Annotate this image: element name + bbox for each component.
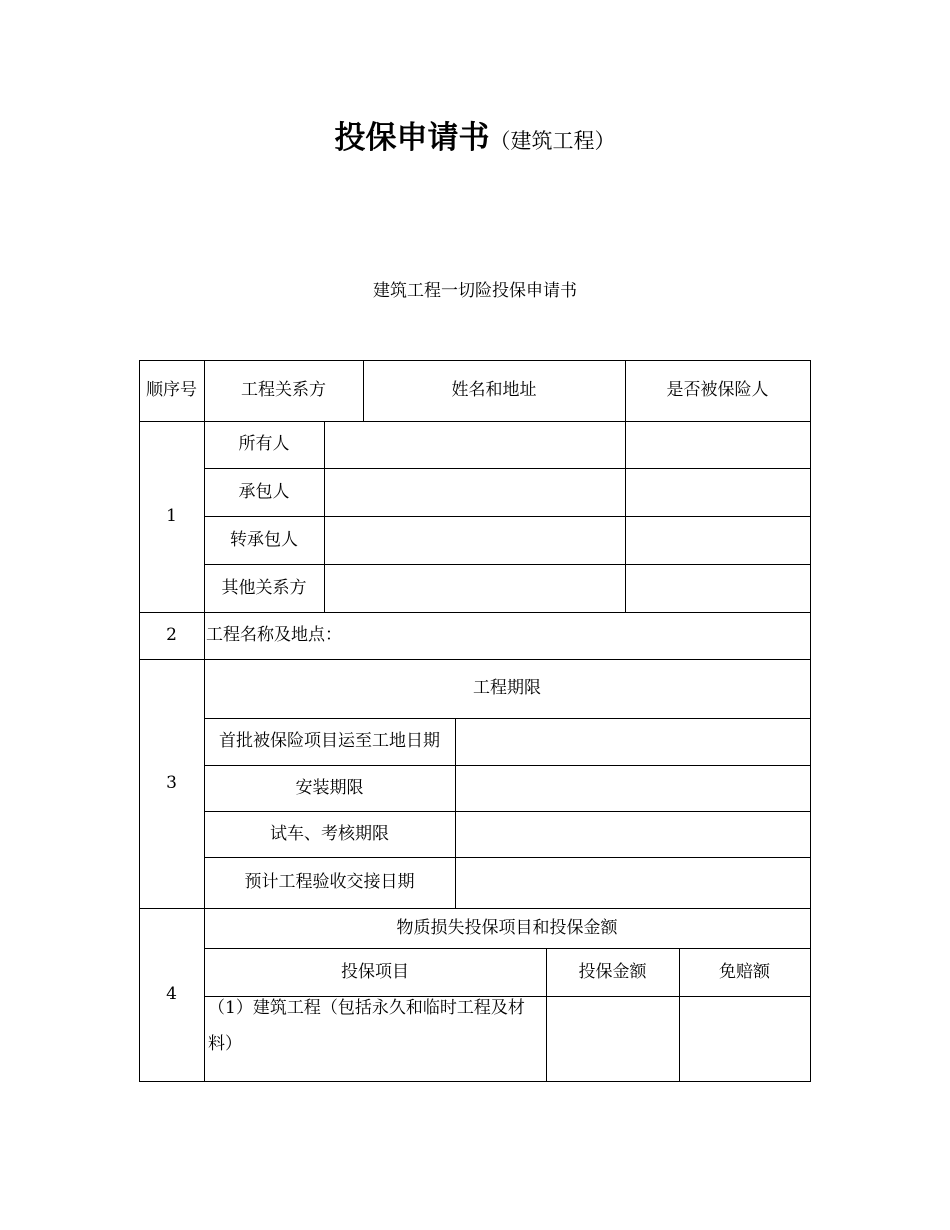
- relation-owner: 所有人: [238, 434, 290, 454]
- period-installation: 安装期限: [295, 777, 364, 798]
- acceptance-date-field[interactable]: [455, 857, 810, 908]
- subcontractor-insured-field[interactable]: [625, 516, 810, 564]
- contractor-insured-field[interactable]: [625, 468, 810, 516]
- test-run-period-field[interactable]: [455, 811, 810, 857]
- header-name-address: 姓名和地址: [451, 380, 537, 400]
- period-acceptance-date: 预计工程验收交接日期: [244, 872, 415, 892]
- material-damage-heading: 物质损失投保项目和投保金额: [396, 917, 618, 938]
- other-party-name-address-field[interactable]: [324, 564, 625, 612]
- project-name-location-label: 工程名称及地点：: [206, 625, 342, 645]
- column-deductible: 免赔额: [719, 961, 770, 982]
- project-period-heading: 工程期限: [473, 678, 541, 698]
- document-title: [0, 112, 950, 157]
- period-test-run: 试车、考核期限: [270, 823, 389, 844]
- first-delivery-date-field[interactable]: [455, 718, 810, 765]
- header-relation: 工程关系方: [241, 380, 326, 400]
- relation-contractor: 承包人: [238, 481, 290, 502]
- column-insured-item: 投保项目: [341, 961, 409, 982]
- section-number-3: 3: [166, 773, 177, 793]
- relation-subcontractor: 转承包人: [230, 529, 298, 550]
- period-first-delivery-date: 首批被保险项目运至工地日期: [219, 731, 440, 751]
- installation-period-field[interactable]: [455, 765, 810, 811]
- form-subtitle: 建筑工程一切险投保申请书: [373, 281, 577, 301]
- column-insured-amount: 投保金额: [578, 961, 647, 982]
- construction-amount-field[interactable]: [546, 996, 679, 1081]
- owner-name-address-field[interactable]: [324, 421, 625, 468]
- section-number-1: 1: [166, 506, 177, 526]
- section-number-4: 4: [166, 984, 177, 1004]
- construction-deductible-field[interactable]: [679, 996, 810, 1081]
- owner-insured-field[interactable]: [625, 421, 810, 468]
- relation-other-party: 其他关系方: [221, 577, 307, 598]
- title-main: 投保申请书: [334, 120, 490, 156]
- insured-item-construction-works: （1）建筑工程（包括永久和临时工程及材料）: [208, 998, 525, 1054]
- subcontractor-name-address-field[interactable]: [324, 516, 625, 564]
- section-number-2: 2: [166, 625, 177, 645]
- other-party-insured-field[interactable]: [625, 564, 810, 612]
- title-sub: （建筑工程）: [489, 129, 616, 153]
- header-insured: 是否被保险人: [666, 380, 769, 400]
- header-seq: 顺序号: [146, 380, 197, 400]
- contractor-name-address-field[interactable]: [324, 468, 625, 516]
